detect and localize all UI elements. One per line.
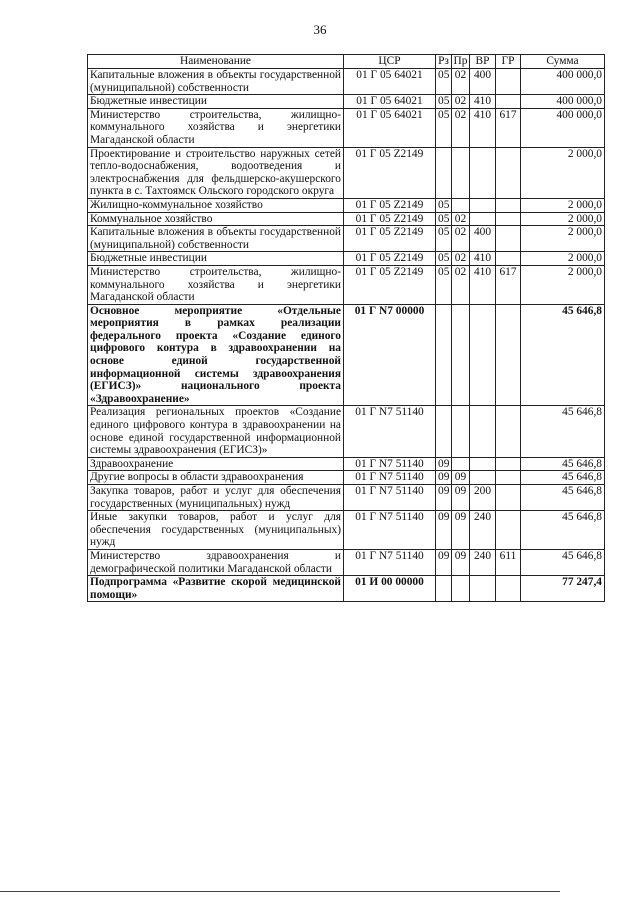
cell-pr: 09 bbox=[452, 511, 470, 550]
cell-gr bbox=[496, 457, 521, 471]
cell-name: Реализация региональных проектов «Создание единого цифрового контура в здравоохранении на основе единой государственной информационной системы здравоохранения (ЕГИСЗ)» bbox=[88, 406, 344, 457]
table-row bbox=[88, 252, 605, 266]
cell-pr: 02 bbox=[452, 226, 470, 252]
cell-csr: 01 Г N7 51140 bbox=[344, 406, 436, 457]
cell-gr bbox=[496, 95, 521, 109]
cell-vr: 400 bbox=[470, 226, 496, 252]
cell-pr: 09 bbox=[452, 485, 470, 511]
cell-pr: 02 bbox=[452, 108, 470, 147]
cell-gr bbox=[496, 471, 521, 485]
cell-csr: 01 Г N7 51140 bbox=[344, 485, 436, 511]
page-number: 36 bbox=[313, 22, 327, 37]
cell-rz bbox=[436, 304, 452, 406]
cell-name: Министерство строительства, жилищно-коммунального хозяйства и энергетики Магаданской области bbox=[88, 108, 344, 147]
cell-vr bbox=[470, 471, 496, 485]
cell-sum: 2 000,0 bbox=[521, 147, 605, 198]
cell-name: Здравоохранение bbox=[88, 457, 344, 471]
cell-pr bbox=[452, 198, 470, 212]
table-header-row bbox=[88, 55, 605, 69]
cell-sum: 45 646,8 bbox=[521, 485, 605, 511]
cell-rz: 05 bbox=[436, 95, 452, 109]
table-row bbox=[88, 198, 605, 212]
cell-vr bbox=[470, 147, 496, 198]
cell-pr bbox=[452, 576, 470, 602]
cell-rz: 05 bbox=[436, 265, 452, 304]
cell-sum: 45 646,8 bbox=[521, 457, 605, 471]
footer-divider bbox=[0, 891, 560, 892]
budget-table bbox=[87, 54, 605, 602]
cell-sum: 2 000,0 bbox=[521, 252, 605, 266]
cell-csr: 01 Г N7 51140 bbox=[344, 511, 436, 550]
cell-name: Проектирование и строительство наружных сетей тепло-водоснабжения, водоотведения и электроснабжения для фельдшерско-акушерского пункта в с. Тахтоямск Ольского городского округа bbox=[88, 147, 344, 198]
table-body bbox=[88, 69, 605, 602]
cell-name: Другие вопросы в области здравоохранения bbox=[88, 471, 344, 485]
cell-vr: 410 bbox=[470, 252, 496, 266]
cell-gr: 611 bbox=[496, 549, 521, 575]
cell-pr bbox=[452, 406, 470, 457]
cell-csr: 01 Г 05 Z2149 bbox=[344, 252, 436, 266]
cell-vr: 200 bbox=[470, 485, 496, 511]
cell-pr bbox=[452, 147, 470, 198]
table-row bbox=[88, 304, 605, 406]
cell-csr: 01 Г N7 51140 bbox=[344, 549, 436, 575]
header-pr: Пр bbox=[452, 55, 470, 69]
cell-rz: 05 bbox=[436, 226, 452, 252]
header-csr: ЦСР bbox=[344, 55, 436, 69]
cell-rz: 05 bbox=[436, 252, 452, 266]
cell-vr: 400 bbox=[470, 69, 496, 95]
table-row bbox=[88, 485, 605, 511]
cell-vr bbox=[470, 406, 496, 457]
cell-sum: 45 646,8 bbox=[521, 511, 605, 550]
table-row bbox=[88, 226, 605, 252]
cell-sum: 45 646,8 bbox=[521, 471, 605, 485]
cell-rz bbox=[436, 576, 452, 602]
header-name: Наименование bbox=[88, 55, 344, 69]
cell-vr: 240 bbox=[470, 549, 496, 575]
cell-rz: 09 bbox=[436, 511, 452, 550]
cell-pr: 09 bbox=[452, 549, 470, 575]
cell-vr: 240 bbox=[470, 511, 496, 550]
cell-sum: 45 646,8 bbox=[521, 549, 605, 575]
cell-name: Министерство здравоохранения и демографической политики Магаданской области bbox=[88, 549, 344, 575]
cell-sum: 400 000,0 bbox=[521, 95, 605, 109]
cell-rz bbox=[436, 147, 452, 198]
cell-csr: 01 Г 05 64021 bbox=[344, 108, 436, 147]
table-row bbox=[88, 457, 605, 471]
cell-name: Иные закупки товаров, работ и услуг для обеспечения государственных (муниципальных) нужд bbox=[88, 511, 344, 550]
cell-name: Подпрограмма «Развитие скорой медицинской помощи» bbox=[88, 576, 344, 602]
cell-csr: 01 Г 05 Z2149 bbox=[344, 147, 436, 198]
cell-gr bbox=[496, 212, 521, 226]
table-row bbox=[88, 406, 605, 457]
cell-vr bbox=[470, 304, 496, 406]
cell-gr bbox=[496, 576, 521, 602]
cell-rz: 09 bbox=[436, 549, 452, 575]
cell-rz bbox=[436, 406, 452, 457]
cell-csr: 01 Г N7 51140 bbox=[344, 471, 436, 485]
cell-name: Капитальные вложения в объекты государственной (муниципальной) собственности bbox=[88, 226, 344, 252]
table-row bbox=[88, 95, 605, 109]
cell-name: Министерство строительства, жилищно-коммунального хозяйства и энергетики Магаданской области bbox=[88, 265, 344, 304]
cell-csr: 01 Г 05 Z2149 bbox=[344, 198, 436, 212]
table-row bbox=[88, 212, 605, 226]
cell-vr: 410 bbox=[470, 108, 496, 147]
cell-rz: 09 bbox=[436, 471, 452, 485]
cell-vr: 410 bbox=[470, 95, 496, 109]
cell-rz: 05 bbox=[436, 212, 452, 226]
cell-sum: 2 000,0 bbox=[521, 198, 605, 212]
cell-gr bbox=[496, 69, 521, 95]
cell-csr: 01 Г N7 51140 bbox=[344, 457, 436, 471]
cell-csr: 01 Г N7 00000 bbox=[344, 304, 436, 406]
cell-gr bbox=[496, 198, 521, 212]
cell-pr bbox=[452, 457, 470, 471]
table-row bbox=[88, 265, 605, 304]
header-gr: ГР bbox=[496, 55, 521, 69]
cell-pr: 02 bbox=[452, 69, 470, 95]
cell-gr bbox=[496, 252, 521, 266]
cell-pr bbox=[452, 304, 470, 406]
cell-sum: 400 000,0 bbox=[521, 108, 605, 147]
cell-pr: 02 bbox=[452, 265, 470, 304]
cell-gr bbox=[496, 406, 521, 457]
cell-gr bbox=[496, 485, 521, 511]
cell-pr: 02 bbox=[452, 95, 470, 109]
cell-vr bbox=[470, 576, 496, 602]
cell-sum: 400 000,0 bbox=[521, 69, 605, 95]
cell-name: Закупка товаров, работ и услуг для обеспечения государственных (муниципальных) нужд bbox=[88, 485, 344, 511]
cell-vr bbox=[470, 198, 496, 212]
table-row bbox=[88, 549, 605, 575]
cell-gr bbox=[496, 226, 521, 252]
cell-name: Коммунальное хозяйство bbox=[88, 212, 344, 226]
cell-sum: 2 000,0 bbox=[521, 226, 605, 252]
cell-gr: 617 bbox=[496, 265, 521, 304]
cell-vr bbox=[470, 457, 496, 471]
table-row bbox=[88, 471, 605, 485]
cell-name: Основное мероприятие «Отдельные мероприятия в рамках реализации федерального проекта «Создание единого цифрового контура в здравоохранении на основе единой государственной информационной системы здравоохранения (ЕГИСЗ)» национального проекта «Здравоохранение» bbox=[88, 304, 344, 406]
cell-name: Жилищно-коммунальное хозяйство bbox=[88, 198, 344, 212]
cell-rz: 09 bbox=[436, 457, 452, 471]
cell-rz: 05 bbox=[436, 108, 452, 147]
cell-name: Бюджетные инвестиции bbox=[88, 252, 344, 266]
cell-sum: 2 000,0 bbox=[521, 265, 605, 304]
cell-sum: 45 646,8 bbox=[521, 304, 605, 406]
cell-name: Бюджетные инвестиции bbox=[88, 95, 344, 109]
cell-rz: 09 bbox=[436, 485, 452, 511]
cell-pr: 02 bbox=[452, 252, 470, 266]
table-row bbox=[88, 108, 605, 147]
table-row bbox=[88, 511, 605, 550]
cell-csr: 01 Г 05 Z2149 bbox=[344, 265, 436, 304]
table-row bbox=[88, 576, 605, 602]
cell-csr: 01 Г 05 Z2149 bbox=[344, 226, 436, 252]
cell-gr bbox=[496, 511, 521, 550]
cell-pr: 09 bbox=[452, 471, 470, 485]
cell-csr: 01 Г 05 64021 bbox=[344, 69, 436, 95]
cell-csr: 01 Г 05 64021 bbox=[344, 95, 436, 109]
cell-sum: 2 000,0 bbox=[521, 212, 605, 226]
header-sum: Сумма bbox=[521, 55, 605, 69]
cell-gr bbox=[496, 147, 521, 198]
cell-csr: 01 И 00 00000 bbox=[344, 576, 436, 602]
table-row bbox=[88, 69, 605, 95]
cell-rz: 05 bbox=[436, 198, 452, 212]
cell-gr: 617 bbox=[496, 108, 521, 147]
cell-pr: 02 bbox=[452, 212, 470, 226]
cell-sum: 77 247,4 bbox=[521, 576, 605, 602]
cell-rz: 05 bbox=[436, 69, 452, 95]
header-rz: Рз bbox=[436, 55, 452, 69]
cell-vr bbox=[470, 212, 496, 226]
cell-vr: 410 bbox=[470, 265, 496, 304]
cell-sum: 45 646,8 bbox=[521, 406, 605, 457]
cell-csr: 01 Г 05 Z2149 bbox=[344, 212, 436, 226]
cell-name: Капитальные вложения в объекты государственной (муниципальной) собственности bbox=[88, 69, 344, 95]
table-row bbox=[88, 147, 605, 198]
cell-gr bbox=[496, 304, 521, 406]
header-vr: ВР bbox=[470, 55, 496, 69]
